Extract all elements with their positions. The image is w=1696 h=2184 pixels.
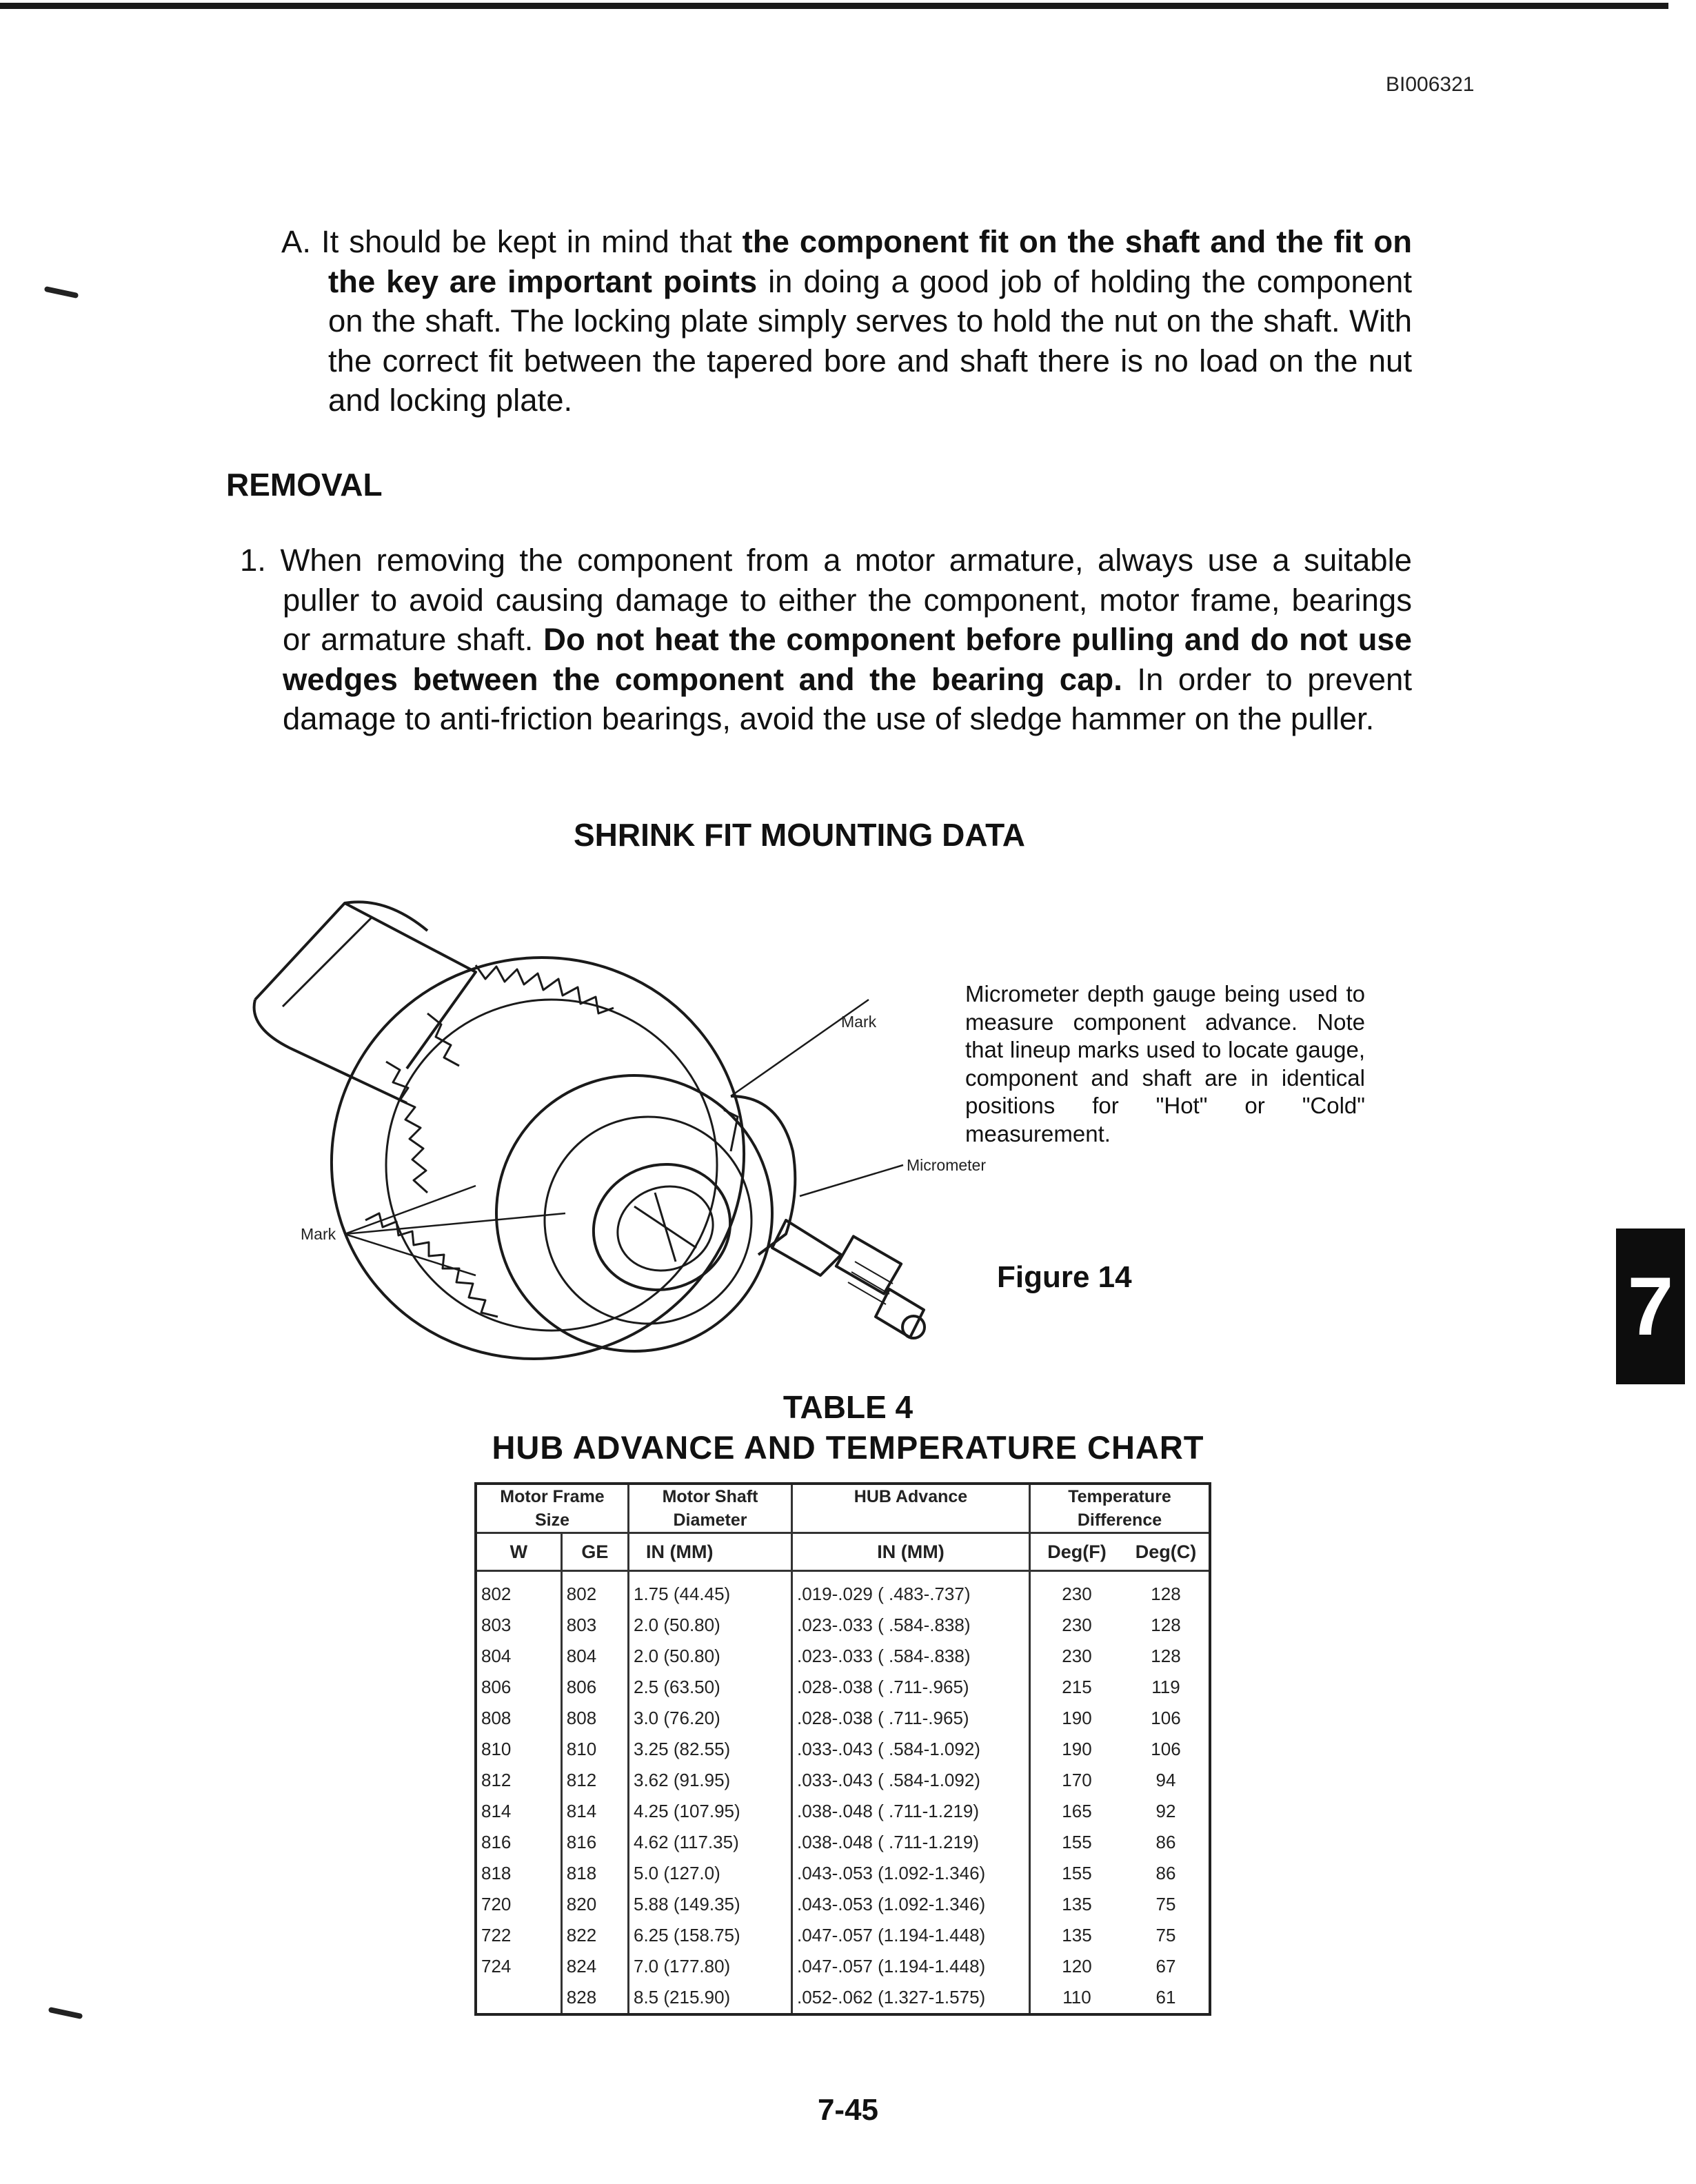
- margin-tick: [44, 286, 79, 299]
- cell-shaft-diameter: 3.62 (91.95): [629, 1765, 792, 1796]
- cell-shaft-diameter: 3.25 (82.55): [629, 1734, 792, 1765]
- cell-deg-f: 120: [1062, 1956, 1092, 1976]
- header-hub-advance: HUB Advance: [792, 1484, 1030, 1533]
- header-frame-size: Motor Frame Size: [476, 1484, 629, 1533]
- cell-hub-advance: .047-.057 (1.194-1.448): [792, 1951, 1030, 1982]
- table-row: [476, 1796, 1210, 1827]
- cell-deg-c: 128: [1151, 1584, 1181, 1604]
- cell-ge: 818: [561, 1858, 628, 1889]
- cell-w: 806: [476, 1672, 561, 1703]
- cell-w: 722: [476, 1920, 561, 1951]
- cell-shaft-diameter: 4.25 (107.95): [629, 1796, 792, 1827]
- cell-ge: 806: [561, 1672, 628, 1703]
- cell-deg-f: 230: [1062, 1584, 1092, 1604]
- subheader-deg-c: Deg(C): [1135, 1541, 1197, 1562]
- paragraph-a-text-1: It should be kept in mind that: [321, 224, 743, 259]
- removal-step-1: [240, 540, 1412, 739]
- cell-deg-c: 92: [1155, 1801, 1176, 1821]
- header-shaft-diameter: Motor Shaft Diameter: [629, 1484, 792, 1533]
- cell-hub-advance: .038-.048 ( .711-1.219): [792, 1827, 1030, 1858]
- cell-w: 720: [476, 1889, 561, 1920]
- cell-hub-advance: .028-.038 ( .711-.965): [792, 1703, 1030, 1734]
- cell-deg-f: 190: [1062, 1739, 1092, 1759]
- table-row: [476, 1765, 1210, 1796]
- cell-deg-c: 61: [1155, 1987, 1176, 2008]
- cell-deg-c: 86: [1155, 1832, 1176, 1852]
- cell-deg-f: 190: [1062, 1708, 1092, 1728]
- cell-w: 804: [476, 1641, 561, 1672]
- cell-hub-advance: .023-.033 ( .584-.838): [792, 1641, 1030, 1672]
- subheader-hub-units: IN (MM): [792, 1533, 1030, 1571]
- cell-hub-advance: .043-.053 (1.092-1.346): [792, 1858, 1030, 1889]
- table-row: [476, 1827, 1210, 1858]
- cell-ge: 828: [561, 1982, 628, 2014]
- table-row: [476, 1571, 1210, 1610]
- cell-deg-f: 230: [1062, 1646, 1092, 1666]
- cell-ge: 808: [561, 1703, 628, 1734]
- figure-caption: Micrometer depth gauge being used to measure component advance. Note that lineup marks used to locate gauge, component and shaft are in identical positions for "Hot" or "Cold" measurement.: [965, 981, 1365, 1146]
- removal-step-marker: 1.: [240, 543, 266, 578]
- cell-ge: 804: [561, 1641, 628, 1672]
- header-temperature-difference: Temperature Difference: [1068, 1487, 1171, 1530]
- cell-hub-advance: .023-.033 ( .584-.838): [792, 1610, 1030, 1641]
- cell-deg-c: 75: [1155, 1894, 1176, 1914]
- cell-shaft-diameter: 7.0 (177.80): [629, 1951, 792, 1982]
- micrometer-callout: Micrometer: [907, 1156, 987, 1174]
- cell-hub-advance: .028-.038 ( .711-.965): [792, 1672, 1030, 1703]
- removal-step-bold: Do not heat the component before pulling and do not use wedges between the component and the bearing cap.: [283, 622, 1412, 697]
- document-id: BI006321: [1386, 73, 1475, 96]
- subheader-ge: GE: [561, 1533, 628, 1571]
- cell-ge: 802: [561, 1571, 628, 1610]
- cell-deg-c: 128: [1151, 1615, 1181, 1635]
- cell-ge: 822: [561, 1920, 628, 1951]
- subheader-shaft-units: IN (MM): [629, 1533, 792, 1571]
- cell-deg-f: 215: [1062, 1677, 1092, 1697]
- cell-ge: 816: [561, 1827, 628, 1858]
- subheader-deg-f: Deg(F): [1047, 1541, 1107, 1562]
- margin-tick: [48, 2007, 83, 2019]
- top-rule: [0, 3, 1668, 9]
- table-row: [476, 1703, 1210, 1734]
- cell-deg-c: 128: [1151, 1646, 1181, 1666]
- cell-w: 724: [476, 1951, 561, 1982]
- cell-shaft-diameter: 5.0 (127.0): [629, 1858, 792, 1889]
- cell-ge: 824: [561, 1951, 628, 1982]
- paragraph-a: [281, 222, 1412, 421]
- paragraph-a-marker: A.: [281, 224, 311, 259]
- cell-shaft-diameter: 6.25 (158.75): [629, 1920, 792, 1951]
- chapter-tab: 7: [1616, 1228, 1685, 1384]
- mark-callout-left: Mark: [301, 1225, 336, 1243]
- cell-shaft-diameter: 3.0 (76.20): [629, 1703, 792, 1734]
- cell-deg-f: 110: [1062, 1987, 1091, 2008]
- mark-callout-top: Mark: [841, 1013, 877, 1031]
- cell-shaft-diameter: 2.0 (50.80): [629, 1610, 792, 1641]
- cell-deg-c: 106: [1151, 1708, 1181, 1728]
- cell-w: 803: [476, 1610, 561, 1641]
- cell-hub-advance: .033-.043 ( .584-1.092): [792, 1765, 1030, 1796]
- cell-deg-c: 119: [1151, 1677, 1180, 1697]
- cell-w: 810: [476, 1734, 561, 1765]
- table-title: TABLE 4: [783, 1389, 913, 1425]
- cell-deg-f: 135: [1062, 1894, 1092, 1914]
- cell-hub-advance: .052-.062 (1.327-1.575): [792, 1982, 1030, 2014]
- cell-ge: 820: [561, 1889, 628, 1920]
- table-row: [476, 1610, 1210, 1641]
- cell-shaft-diameter: 2.5 (63.50): [629, 1672, 792, 1703]
- cell-deg-f: 230: [1062, 1615, 1092, 1635]
- cell-deg-f: 170: [1062, 1770, 1092, 1790]
- removal-step-text-2: In order to prevent damage to anti-friction bearings, avoid the use of sledge hammer on the puller.: [283, 661, 1412, 736]
- cell-deg-f: 165: [1062, 1801, 1092, 1821]
- table-row: [476, 1672, 1210, 1703]
- table-row: [476, 1641, 1210, 1672]
- figure-label: Figure 14: [997, 1260, 1132, 1294]
- cell-deg-c: 86: [1155, 1863, 1176, 1883]
- cell-hub-advance: .033-.043 ( .584-1.092): [792, 1734, 1030, 1765]
- table-row: [476, 1734, 1210, 1765]
- cell-shaft-diameter: 8.5 (215.90): [629, 1982, 792, 2014]
- cell-shaft-diameter: 1.75 (44.45): [629, 1571, 792, 1610]
- table-row: [476, 1951, 1210, 1982]
- shrink-fit-figure: [248, 889, 1020, 1372]
- page-number: 7-45: [817, 2093, 879, 2127]
- removal-step-text-1: When removing the component from a motor armature, always use a suitable puller to avoid causing damage to either the component, motor frame, bearings or armature shaft.: [280, 543, 1412, 657]
- cell-ge: 812: [561, 1765, 628, 1796]
- cell-ge: 814: [561, 1796, 628, 1827]
- cell-deg-c: 75: [1155, 1925, 1176, 1945]
- cell-deg-c: 106: [1151, 1739, 1181, 1759]
- cell-shaft-diameter: 2.0 (50.80): [629, 1641, 792, 1672]
- cell-w: 816: [476, 1827, 561, 1858]
- cell-shaft-diameter: 5.88 (149.35): [629, 1889, 792, 1920]
- cell-ge: 810: [561, 1734, 628, 1765]
- cell-w: 818: [476, 1858, 561, 1889]
- cell-deg-f: 135: [1062, 1925, 1092, 1945]
- cell-shaft-diameter: 4.62 (117.35): [629, 1827, 792, 1858]
- hub-advance-table: [474, 1482, 1211, 2016]
- paragraph-a-text-2: in doing a good job of holding the component on the shaft. The locking plate simply serves to hold the nut on the shaft. With the correct fit between the tapered bore and shaft there is no load on the nut and locking plate.: [328, 263, 1412, 418]
- table-subtitle: HUB ADVANCE AND TEMPERATURE CHART: [492, 1429, 1204, 1466]
- table-row: [476, 1982, 1210, 2014]
- figure-heading: SHRINK FIT MOUNTING DATA: [574, 817, 1026, 853]
- cell-w: [476, 1982, 561, 2014]
- cell-hub-advance: .019-.029 ( .483-.737): [792, 1571, 1030, 1610]
- cell-deg-f: 155: [1062, 1863, 1092, 1883]
- cell-w: 808: [476, 1703, 561, 1734]
- table-row: [476, 1920, 1210, 1951]
- cell-hub-advance: .043-.053 (1.092-1.346): [792, 1889, 1030, 1920]
- cell-ge: 803: [561, 1610, 628, 1641]
- cell-hub-advance: .038-.048 ( .711-1.219): [792, 1796, 1030, 1827]
- cell-w: 812: [476, 1765, 561, 1796]
- subheader-w: W: [476, 1533, 561, 1571]
- cell-deg-f: 155: [1062, 1832, 1092, 1852]
- cell-deg-c: 94: [1155, 1770, 1176, 1790]
- cell-hub-advance: .047-.057 (1.194-1.448): [792, 1920, 1030, 1951]
- cell-deg-c: 67: [1155, 1956, 1176, 1976]
- table-row: [476, 1889, 1210, 1920]
- paragraph-a-bold: the component fit on the shaft and the fit on the key are important points: [328, 224, 1412, 299]
- cell-w: 814: [476, 1796, 561, 1827]
- removal-heading: REMOVAL: [226, 467, 383, 503]
- table-row: [476, 1858, 1210, 1889]
- cell-w: 802: [476, 1571, 561, 1610]
